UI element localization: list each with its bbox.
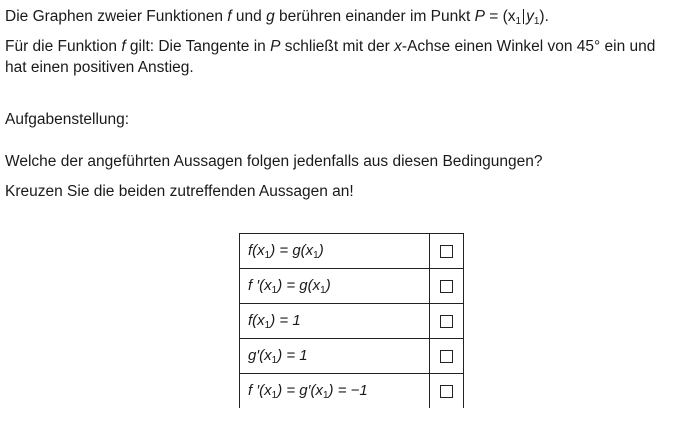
function-f: f [227, 8, 232, 25]
checkbox[interactable] [440, 350, 453, 363]
option-checkbox-cell [430, 304, 464, 339]
function-g: g [266, 8, 275, 25]
option-checkbox-cell [430, 374, 464, 409]
intro-text: schließt mit der [280, 38, 395, 55]
checkbox[interactable] [440, 385, 453, 398]
point-p: P [270, 38, 281, 55]
intro-text: Für die Funktion [5, 38, 122, 55]
checkbox[interactable] [440, 315, 453, 328]
option-statement: $f(x_1) = g(x_1)$ [240, 234, 430, 269]
intro-text: = (x [484, 8, 516, 25]
intro-line-2 [5, 37, 655, 57]
intro-text: -Achse einen Winkel von 45° ein und [401, 38, 656, 55]
option-statement: f $'(x_1) = g(x_1)$ [240, 269, 430, 304]
intro-text: und [231, 8, 267, 25]
subscript: 1 [515, 16, 522, 27]
option-checkbox-cell [430, 234, 464, 269]
intro-text: ). [539, 8, 549, 25]
function-f: f [121, 38, 126, 55]
option-checkbox-cell [430, 269, 464, 304]
instruction-text: Kreuzen Sie die beiden zutreffenden Aussagen an! [5, 183, 354, 200]
option-checkbox-cell [430, 339, 464, 374]
y-var: y [526, 8, 534, 25]
option-statement: f $'(x_1) = g'(x_1) = -1$ [240, 374, 430, 409]
intro-line-1 [5, 7, 549, 32]
task-heading: Aufgabenstellung: [5, 111, 130, 128]
option-row [240, 304, 464, 339]
x-var: x [394, 38, 402, 55]
intro-text: Die Graphen zweier Funktionen [5, 8, 228, 25]
option-row [240, 339, 464, 374]
checkbox[interactable] [440, 280, 453, 293]
option-statement: $f(x_1) = 1$ [240, 304, 430, 339]
intro-line-3: hat einen positiven Anstieg. [5, 59, 194, 76]
intro-text: gilt: Die Tangente in [125, 38, 271, 55]
option-row [240, 234, 464, 269]
option-statement: $g'(x_1) = 1$ [240, 339, 430, 374]
intro-text: berühren einander im Punkt [274, 8, 475, 25]
option-row [240, 374, 464, 409]
options-table [239, 233, 464, 408]
question-text: Welche der angeführten Aussagen folgen jedenfalls aus diesen Bedingungen? [5, 153, 543, 170]
separator-bar [523, 9, 524, 24]
option-row [240, 269, 464, 304]
subscript: 1 [533, 16, 540, 27]
point-p: P [474, 8, 485, 25]
checkbox[interactable] [440, 245, 453, 258]
